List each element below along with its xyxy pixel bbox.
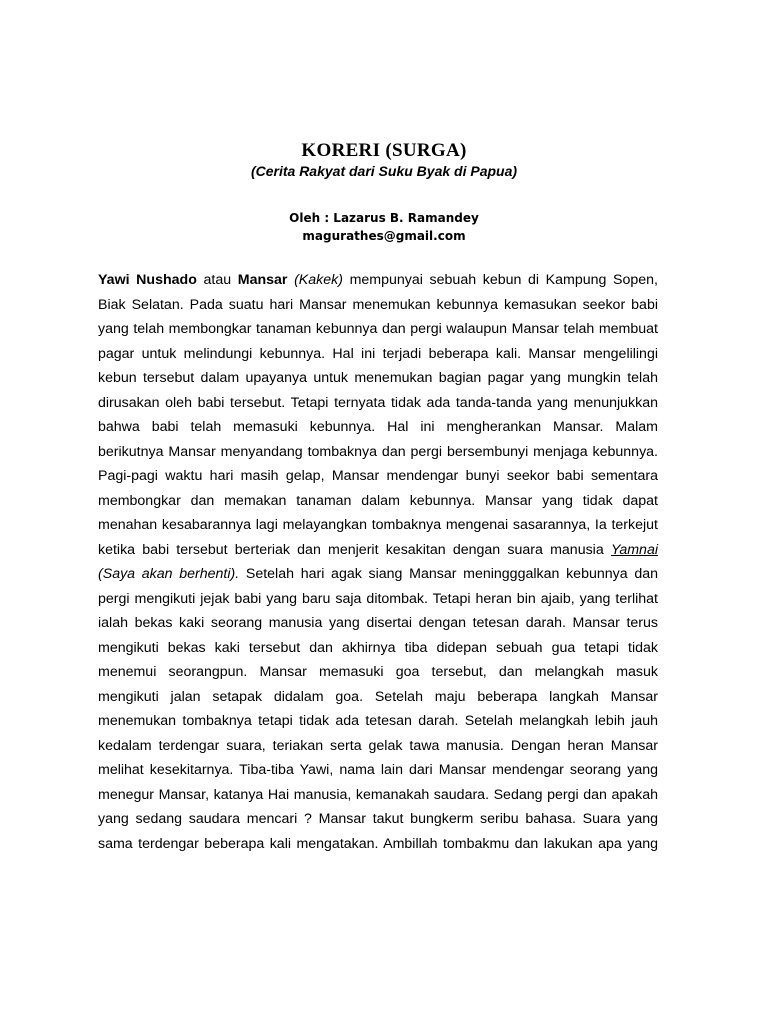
body-line: pagar untuk melindungi kebunnya. Hal ini terjadi beberapa kali. Mansar mengelilingi xyxy=(98,345,658,362)
body-line xyxy=(98,562,658,587)
kakek-gloss: (Kakek) xyxy=(294,272,343,288)
author-email: magurathes@gmail.com xyxy=(302,229,466,243)
name-mansar: Mansar xyxy=(237,272,288,288)
body-line: menemui seorangpun. Mansar memasuki goa tersebut, dan melangkah masuk xyxy=(98,664,658,680)
body-line: Pagi-pagi waktu hari masih gelap, Mansar mendengar bunyi seekor babi sementara xyxy=(98,468,658,484)
body-line: mengikuti bekas kaki tersebut dan akhirnya tiba didepan sebuah gua tetapi tidak xyxy=(98,639,658,656)
body-text: Setelah hari agak siang Mansar meningggalkan kebunnya dan xyxy=(239,566,658,582)
document-title: KORERI (SURGA) xyxy=(301,140,467,161)
name-yawi-nushado: Yawi Nushado xyxy=(98,272,197,288)
body-line: menahan kesabarannya lagi melayangkan tombaknya mengenai sasarannya, Ia terkejut xyxy=(98,517,658,533)
body-line xyxy=(98,538,658,563)
body-line: dirusakan oleh babi tersebut. Tetapi ternyata tidak ada tanda-tanda yang menunjukkan xyxy=(98,394,658,411)
body-text: atau xyxy=(196,272,238,288)
body-line: pergi mengikuti jejak babi yang baru saja ditombak. Tetapi heran bin ajaib, yang terlihat xyxy=(98,590,658,607)
story-body xyxy=(98,268,658,856)
body-line: menemukan tombaknya tetapi tidak ada tetesan darah. Setelah melangkah lebih jauh xyxy=(98,713,658,729)
yamnai-translation: (Saya akan berhenti). xyxy=(98,566,240,582)
body-line: berikutnya Mansar menyandang tombaknya dan pergi bersembunyi menjaga kebunnya. xyxy=(98,443,658,460)
body-line: bahwa babi telah memasuki kebunnya. Hal ini mengherankan Mansar. Malam xyxy=(98,419,658,435)
body-text: mempunyai sebuah kebun di Kampung Sopen, xyxy=(342,272,659,288)
body-line: kebun tersebut dalam upayanya untuk menemukan bagian pagar yang mungkin telah xyxy=(98,370,658,386)
yamnai-word: Yamnai xyxy=(610,541,658,558)
body-line: menegur Mansar, katanya Hai manusia, kemanakah saudara. Sedang pergi dan apakah xyxy=(98,786,658,803)
author-line: Oleh : Lazarus B. Ramandey xyxy=(289,211,479,225)
body-line: melihat kesekitarnya. Tiba-tiba Yawi, nama lain dari Mansar mendengar seorang yang xyxy=(98,762,658,778)
body-line: ialah bekas kaki seorang manusia yang disertai dengan tetesan darah. Mansar terus xyxy=(98,615,658,631)
body-line: yang sedang saudara mencari ? Mansar takut bungkerm seribu bahasa. Suara yang xyxy=(98,811,658,827)
body-line: yang telah membongkar tanaman kebunnya dan pergi walaupun Mansar telah membuat xyxy=(98,321,658,337)
body-line: kedalam terdengar suara, teriakan serta gelak tawa manusia. Dengan heran Mansar xyxy=(98,737,658,754)
body-line xyxy=(98,268,658,293)
body-line: membongkar dan memakan tanaman dalam kebunnya. Mansar yang tidak dapat xyxy=(98,492,658,509)
body-line: mengikuti jalan setapak didalam goa. Setelah maju beberapa langkah Mansar xyxy=(98,688,658,705)
body-text: ketika babi tersebut berteriak dan menjerit kesakitan dengan suara manusia xyxy=(98,541,611,558)
body-line: Biak Selatan. Pada suatu hari Mansar menemukan kebunnya kemasukan seekor babi xyxy=(98,296,658,313)
body-line: sama terdengar beberapa kali mengatakan. Ambillah tombakmu dan lakukan apa yang xyxy=(98,835,658,852)
document-subtitle: (Cerita Rakyat dari Suku Byak di Papua) xyxy=(250,163,518,179)
